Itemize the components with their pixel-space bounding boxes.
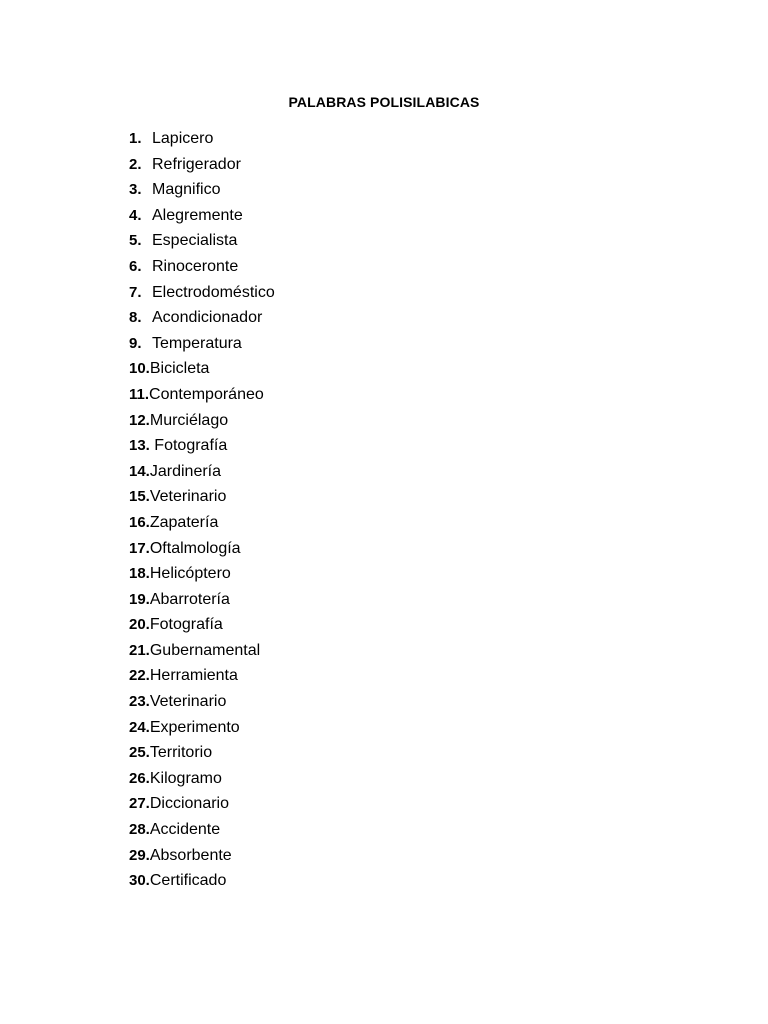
list-item xyxy=(129,766,275,792)
list-item xyxy=(129,868,275,894)
item-number: 18. xyxy=(129,565,150,583)
list-item xyxy=(129,177,275,203)
item-number: 16. xyxy=(129,513,150,531)
item-word: Lapicero xyxy=(152,130,214,147)
item-word: Temperatura xyxy=(152,334,242,352)
item-number: 10. xyxy=(129,360,150,378)
list-item xyxy=(129,203,275,229)
item-word: Veterinario xyxy=(149,488,227,506)
item-word: Magnifico xyxy=(152,181,221,199)
item-word: Contemporáneo xyxy=(149,385,264,403)
list-item xyxy=(129,843,275,869)
item-number: 19. xyxy=(129,590,150,608)
item-number: 27. xyxy=(129,795,150,813)
item-number: 14. xyxy=(129,462,150,480)
item-word: Oftalmología xyxy=(149,539,241,557)
item-number: 23. xyxy=(129,693,150,711)
item-word: Helicóptero xyxy=(149,565,231,583)
item-word: Murciélago xyxy=(149,411,229,429)
item-word: Acondicionador xyxy=(152,309,263,327)
item-word: Refrigerador xyxy=(152,155,241,173)
item-number: 4. xyxy=(129,206,142,224)
item-number: 6. xyxy=(129,257,142,275)
list-item xyxy=(129,254,275,280)
item-number: 8. xyxy=(129,309,142,327)
item-number: 25. xyxy=(129,744,150,762)
item-number: 21. xyxy=(129,641,150,659)
list-item xyxy=(129,356,275,382)
item-word: Herramienta xyxy=(149,667,238,685)
list-item xyxy=(129,228,275,254)
page-title: PALABRAS POLISILABICAS xyxy=(288,94,480,110)
item-number: 29. xyxy=(129,846,150,864)
list-item xyxy=(129,612,275,638)
item-word: Accidente xyxy=(149,821,221,839)
list-item xyxy=(129,740,275,766)
word-list xyxy=(129,126,275,894)
item-number: 17. xyxy=(129,539,150,557)
item-word: Territorio xyxy=(149,744,213,762)
list-item xyxy=(129,459,275,485)
item-number: 9. xyxy=(129,334,142,352)
item-number: 1. xyxy=(129,130,142,147)
list-item xyxy=(129,331,275,357)
item-word: Fotografía xyxy=(149,437,228,455)
item-word: Bicicleta xyxy=(149,360,210,378)
item-number: 7. xyxy=(129,283,142,301)
item-word: Zapatería xyxy=(149,513,219,531)
list-item xyxy=(129,433,275,459)
item-number: 22. xyxy=(129,667,150,685)
item-word: Kilogramo xyxy=(149,769,222,787)
item-word: Absorbente xyxy=(149,846,232,864)
list-item xyxy=(129,536,275,562)
item-word: Abarrotería xyxy=(149,590,230,608)
item-word: Especialista xyxy=(152,232,238,250)
item-number: 15. xyxy=(129,488,150,506)
list-item xyxy=(129,663,275,689)
list-item xyxy=(129,791,275,817)
item-word: Veterinario xyxy=(149,693,227,711)
list-item xyxy=(129,689,275,715)
item-word: Rinoceronte xyxy=(152,257,239,275)
list-item xyxy=(129,280,275,306)
item-number: 3. xyxy=(129,181,142,199)
list-item xyxy=(129,715,275,741)
item-number: 13. xyxy=(129,437,150,455)
item-word: Alegremente xyxy=(152,206,243,224)
item-number: 12. xyxy=(129,411,150,429)
list-item xyxy=(129,382,275,408)
list-item xyxy=(129,817,275,843)
item-number: 26. xyxy=(129,769,150,787)
item-word: Certificado xyxy=(149,872,227,890)
item-word: Gubernamental xyxy=(149,641,261,659)
item-word: Jardinería xyxy=(149,462,222,480)
item-word: Electrodoméstico xyxy=(152,283,275,301)
list-item xyxy=(129,561,275,587)
item-word: Experimento xyxy=(149,718,240,736)
list-item xyxy=(129,510,275,536)
item-number: 20. xyxy=(129,616,150,634)
list-item xyxy=(129,408,275,434)
list-item xyxy=(129,484,275,510)
list-item xyxy=(129,126,275,152)
item-number: 30. xyxy=(129,872,150,890)
item-word: Diccionario xyxy=(149,795,229,813)
item-word: Fotografía xyxy=(149,616,223,634)
list-item xyxy=(129,152,275,178)
list-item xyxy=(129,587,275,613)
item-number: 2. xyxy=(129,155,142,173)
item-number: 28. xyxy=(129,821,150,839)
item-number: 5. xyxy=(129,232,142,250)
item-number: 11. xyxy=(129,385,150,403)
item-number: 24. xyxy=(129,718,150,736)
list-item xyxy=(129,305,275,331)
list-item xyxy=(129,638,275,664)
